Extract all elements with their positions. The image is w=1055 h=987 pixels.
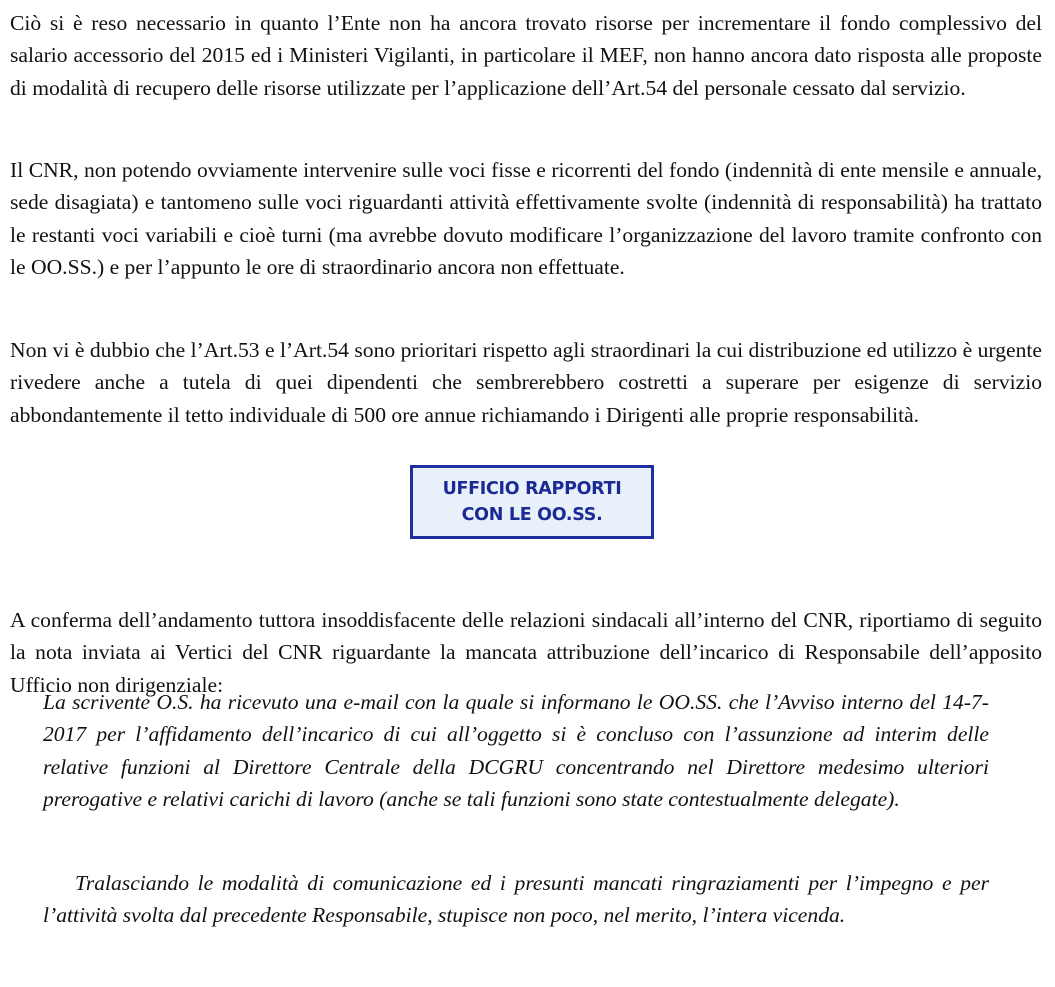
banner-title-line2: CON LE OO.SS. — [461, 505, 603, 525]
quoted-note-paragraph-2: Tralasciando le modalità di comunicazione ed i presunti mancati ringraziamenti per l’impegno e per l’attività svolta dal precedente Responsabile, stupisce non poco, nel merito, l’intera vicenda. — [43, 871, 989, 928]
banner-title-line1: UFFICIO RAPPORTI — [442, 479, 622, 499]
paragraph-union-relations: A conferma dell’andamento tuttora insoddisfacente delle relazioni sindacali all’interno del CNR, riportiamo di seguito la nota inviata ai Vertici del CNR riguardante la mancata attribuzione dell’incarico di Responsabile dell’apposito Ufficio non dirigenziale: — [10, 608, 1042, 697]
section-banner — [410, 465, 654, 539]
paragraph-funding: Ciò si è reso necessario in quanto l’Ente non ha ancora trovato risorse per incrementare il fondo complessivo del salario accessorio del 2015 ed i Ministeri Vigilanti, in particolare il MEF, non hanno ancora dato risposta alle proposte di modalità di recupero delle risorse utilizzate per l’applicazione dell’Art.54 del personale cessato dal servizio. — [10, 11, 1042, 100]
paragraph-cnr-fund-items: Il CNR, non potendo ovviamente intervenire sulle voci fisse e ricorrenti del fondo (indennità di ente mensile e annuale, sede disagiata) e tantomeno sulle voci riguardanti attività effettivamente svolte (indennità di responsabilità) ha trattato le restanti voci variabili e cioè turni (ma avrebbe dovuto modificare l’organizzazione del lavoro tramite confronto con le OO.SS.) e per l’appunto le ore di straordinario ancora non effettuate. — [10, 158, 1042, 280]
quoted-note-paragraph-1: La scrivente O.S. ha ricevuto una e-mail con la quale si informano le OO.SS. che l’Avviso interno del 14-7-2017 per l’affidamento dell’incarico di cui all’oggetto si è concluso con l’assunzione ad interim delle relative funzioni al Direttore Centrale della DCGRU concentrando nel Direttore medesimo ulteriori prerogative e relativi carichi di lavoro (anche se tali funzioni sono state contestualmente delegate). — [43, 690, 989, 812]
paragraph-art53-art54: Non vi è dubbio che l’Art.53 e l’Art.54 sono prioritari rispetto agli straordinari la cui distribuzione ed utilizzo è urgente rivedere anche a tutela di quei dipendenti che sembrerebbero costretti a superare per esigenze di servizio abbondantemente il tetto individuale di 500 ore annue richiamando i Dirigenti alle proprie responsabilità. — [10, 338, 1042, 427]
